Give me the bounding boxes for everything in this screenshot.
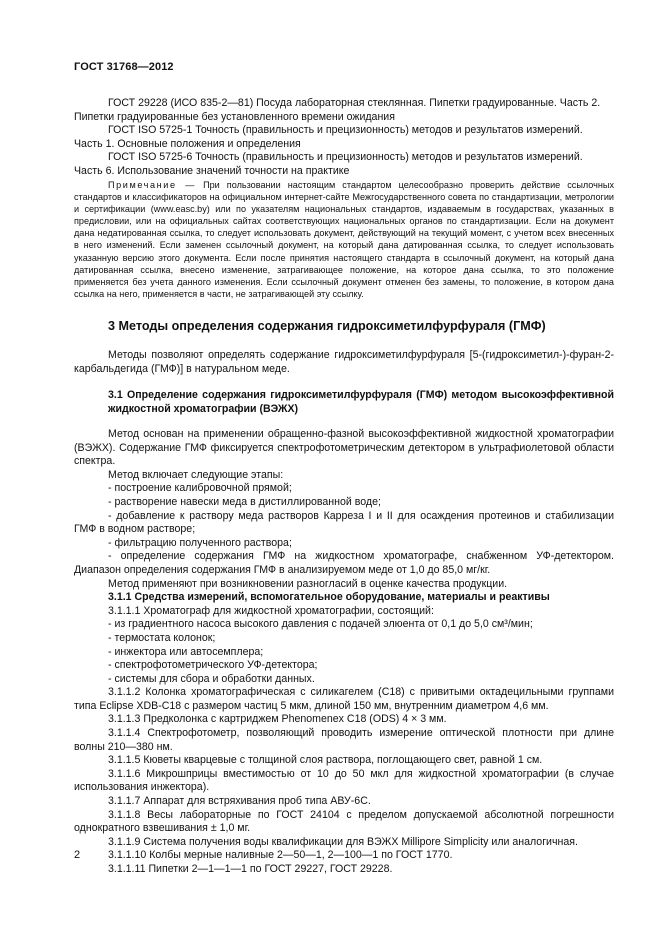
section-3-title: 3 Методы определения содержания гидроксиметилфурфураля (ГМФ): [108, 319, 546, 333]
stage-item: - добавление к раствору меда растворов Карреза I и II для осаждения протеинов и стабилизации ГМФ в водном растворе;: [74, 509, 614, 536]
section-3-1-body: [74, 428, 614, 877]
equipment-item: 3.1.1.2 Колонка хроматографическая с силикагелем (С18) с привитыми октадецильными группами типа Eclipse XDB-C18 с размером частиц 5 мкм, длиной 150 мм, внутренним диаметром 4,6 мм.: [74, 686, 614, 712]
stages-intro: Метод включает следующие этапы:: [108, 468, 284, 481]
stage-item: - фильтрацию полученного раствора;: [108, 536, 292, 549]
method-description: Метод основан на применении обращенно-фазной высокоэффективной жидкостной хроматографии (ВЭЖХ). Содержание ГМФ фиксируется спектрофотометрическим детектором в ультрафиолетовой области спектра.: [74, 428, 614, 468]
note-label: Примечание —: [108, 180, 196, 190]
equipment-item: 3.1.1.7 Аппарат для встряхивания проб типа АВУ-6С.: [108, 795, 371, 808]
chromatograph-component: - системы для сбора и обработки данных.: [108, 672, 315, 685]
section-3-1-1-title: 3.1.1 Средства измерений, вспомогательное оборудование, материалы и реактивы: [108, 591, 550, 604]
stage-item: - построение калибровочной прямой;: [108, 482, 292, 495]
section-3-1: [74, 389, 614, 416]
chromatograph-component: - термостата колонок;: [108, 631, 216, 644]
note-text: При пользовании настоящим стандартом целесообразно проверить действие ссылочных стандартов и классификаторов на официальном интернет-сайте Межгосударственного совета по стандартизации, метрологии и сертификации (www.easc.by) или по указателям национальных стандартов, издаваемым в государствах, указанных в предисловии, или на официальных сайтах соответствующих национальных органов по стандартизации. Если на документ дана недатированная ссылка, то следует использовать документ, действующий на текущий момент, с учетом всех внесенных в него изменений. Если заменен ссылочный документ, на который дана датированная ссылка, то следует использовать указанную версию этого документа. Если после принятия настоящего стандарта в ссылочный документ, на который дана датированная ссылка, внесено изменение, затрагивающее положение, на которое дана ссылка, то это положение применяется без учета данного изменения. Если ссылочный документ отменен без замены, то положение, в котором дана ссылка на него, применяется в части, не затрагивающей эту ссылку.: [74, 180, 615, 299]
references-block: [74, 97, 614, 179]
equipment-item: 3.1.1.4 Спектрофотометр, позволяющий проводить измерение оптической плотности при длине волны 210—380 нм.: [74, 727, 614, 753]
equipment-item: 3.1.1.6 Микрошприцы вместимостью от 10 до 50 мкл для жидкостной хроматографии (в случае использования инжектора).: [74, 767, 614, 794]
equipment-item: 3.1.1.8 Весы лабораторные по ГОСТ 24104 с пределом допускаемой абсолютной погрешности однократного взвешивания ± 1,0 мг.: [74, 808, 614, 835]
section-3-1-title: 3.1 Определение содержания гидроксиметилфурфураля (ГМФ) методом высокоэффективной жидкостной хроматографии (ВЭЖХ): [108, 389, 614, 415]
section-3-intro: Методы позволяют определять содержание гидроксиметилфурфураля [5-(гидроксиметил-)-фуран-2-карбальдегида (ГМФ)] в натуральном меде.: [74, 349, 614, 375]
section-3-body: [74, 349, 614, 376]
chromatograph-component: - из градиентного насоса высокого давления с подачей элюента от 0,1 до 5,0 см³/мин;: [108, 618, 533, 631]
equipment-item: 3.1.1.11 Пипетки 2—1—1—1 по ГОСТ 29227, ГОСТ 29228.: [108, 863, 393, 875]
note-paragraph: [74, 179, 614, 300]
method-application: Метод применяют при возникновении разногласий в оценке качества продукции.: [108, 577, 508, 590]
equipment-item: 3.1.1.5 Кюветы кварцевые с толщиной слоя раствора, поглощающего свет, равной 1 см.: [108, 754, 543, 767]
section-3: [74, 318, 614, 334]
equipment-item: 3.1.1.9 Система получения воды квалификации для ВЭЖХ Millipore Simplicity или аналогичная.: [108, 835, 578, 848]
chromatograph-component: - спектрофотометрического УФ-детектора;: [108, 659, 318, 672]
chromatograph-component: - инжектора или автосемплера;: [108, 645, 264, 658]
doc-header: ГОСТ 31768—2012: [74, 61, 174, 73]
equipment-item: 3.1.1.10 Колбы мерные наливные 2—50—1, 2—100—1 по ГОСТ 1770.: [108, 849, 453, 862]
stage-item: - растворение навески меда в дистиллированной воде;: [108, 495, 381, 508]
reference-item: ГОСТ ISO 5725-1 Точность (правильность и прецизионность) методов и результатов измерений. Часть 1. Основные положения и определения: [74, 124, 583, 150]
reference-item: ГОСТ ISO 5725-6 Точность (правильность и прецизионность) методов и результатов измерений. Часть 6. Использование значений точности на практике: [74, 151, 583, 177]
note-block: [74, 179, 614, 300]
equipment-item: 3.1.1.1 Хроматограф для жидкостной хроматографии, состоящий:: [108, 604, 434, 617]
stage-item: - определение содержания ГМФ на жидкостном хроматографе, снабженном УФ-детектором. Диапазон определения содержания ГМФ в анализируемом меде от 1,0 до 85,0 мг/кг.: [74, 550, 614, 576]
reference-item: ГОСТ 29228 (ИСО 835-2—81) Посуда лабораторная стеклянная. Пипетки градуированные. Часть 2. Пипетки градуированные без установленного времени ожидания: [74, 97, 601, 123]
equipment-item: 3.1.1.3 Предколонка с картриджем Phenomenex C18 (ODS) 4 × 3 мм.: [108, 713, 447, 726]
page-number: 2: [74, 849, 81, 861]
